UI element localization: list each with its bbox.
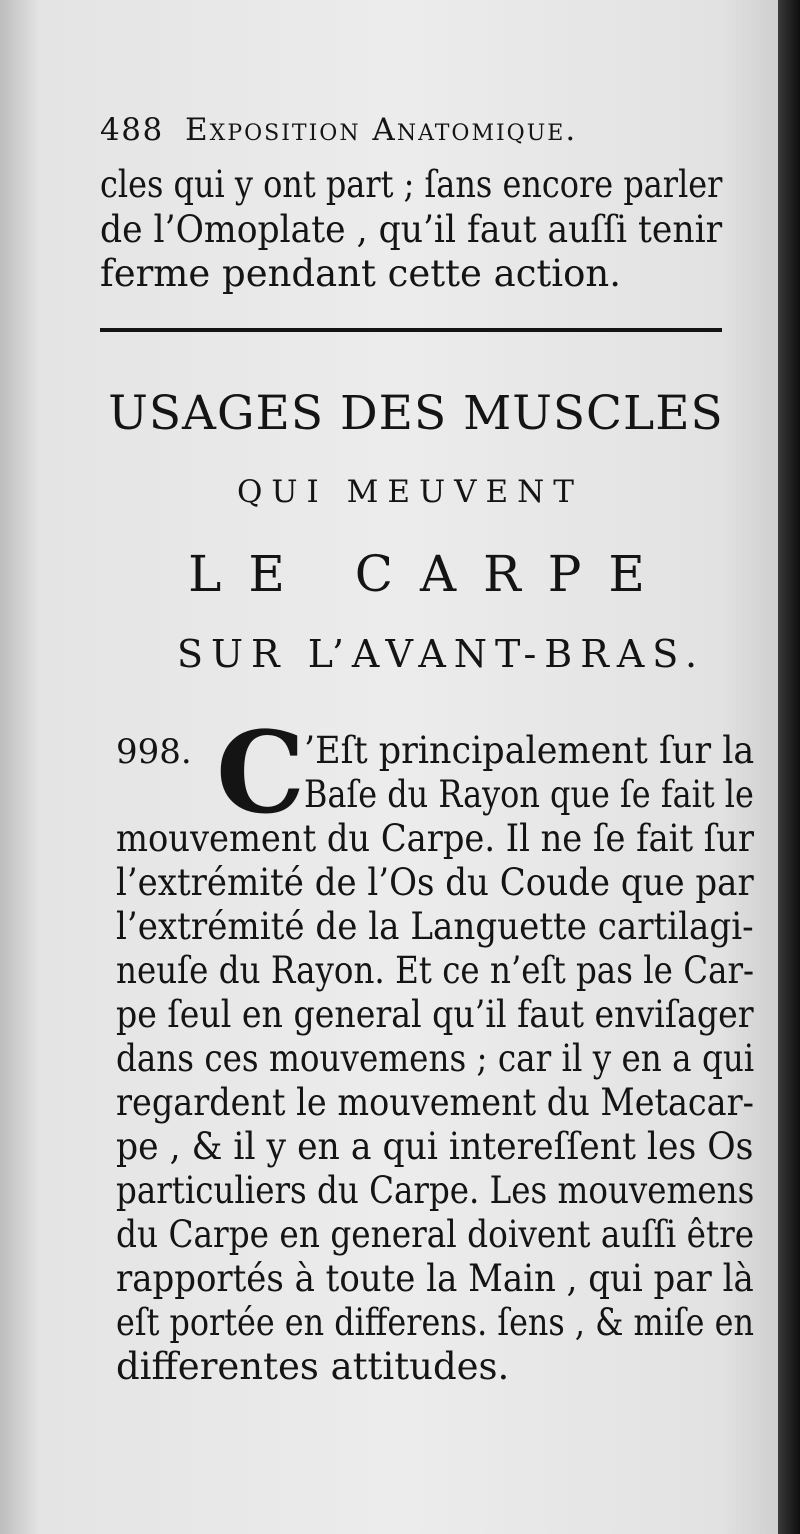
text-line: eſt portée en differens. ſens , & miſe en [116,1301,754,1344]
section-title-line-1: USAGES DES MUSCLES [108,386,724,441]
text-line: l’extrémité de la Languette cartilagi- [116,905,754,948]
text-line: mouvement du Carpe. Il ne ſe fait ſur [116,817,755,860]
text-line: de l’Omoplate , qu’il faut auſſi tenir [100,208,723,251]
running-title: Exposition Anatomique. [185,112,578,148]
page-number: 488 [100,112,164,148]
text-line: pe , & il y en a qui intereſſent les Os [116,1125,754,1168]
section-title-line-3: LE CARPE [188,545,672,603]
text-line: l’extrémité de l’Os du Coude que par [116,861,754,904]
text-line: differentes attitudes. [116,1345,510,1388]
text-line: ferme pendant cette action. [100,252,621,295]
text-line: neuſe du Rayon. Et ce n’eſt pas le Car- [116,949,755,992]
text-line: dans ces mouvemens ; car il y en a qui [116,1037,755,1080]
horizontal-rule [100,328,722,332]
text-line: particuliers du Carpe. Les mouvemens [116,1169,755,1212]
page-edge-shadow [778,0,800,1534]
paragraph-number: 998. [116,732,192,772]
text-line: du Carpe en general doivent auſſi être [116,1213,755,1256]
text-line: rapportés à toute la Main , qui par là [116,1257,754,1300]
text-line: regardent le mouvement du Metacar- [116,1081,754,1124]
section-title-line-4: SUR L’AVANT-BRAS. [176,632,706,676]
running-header [100,112,670,148]
text-line: Baſe du Rayon que ſe fait le [304,773,754,816]
text-line: ’Eſt principalement ſur la [304,729,755,772]
section-title-line-2: QUI MEUVENT [237,474,583,510]
text-line: cles qui y ont part ; ſans encore parler [100,163,723,206]
drop-cap: C [216,708,306,839]
text-line: pe ſeul en general qu’il faut enviſager [116,993,754,1036]
